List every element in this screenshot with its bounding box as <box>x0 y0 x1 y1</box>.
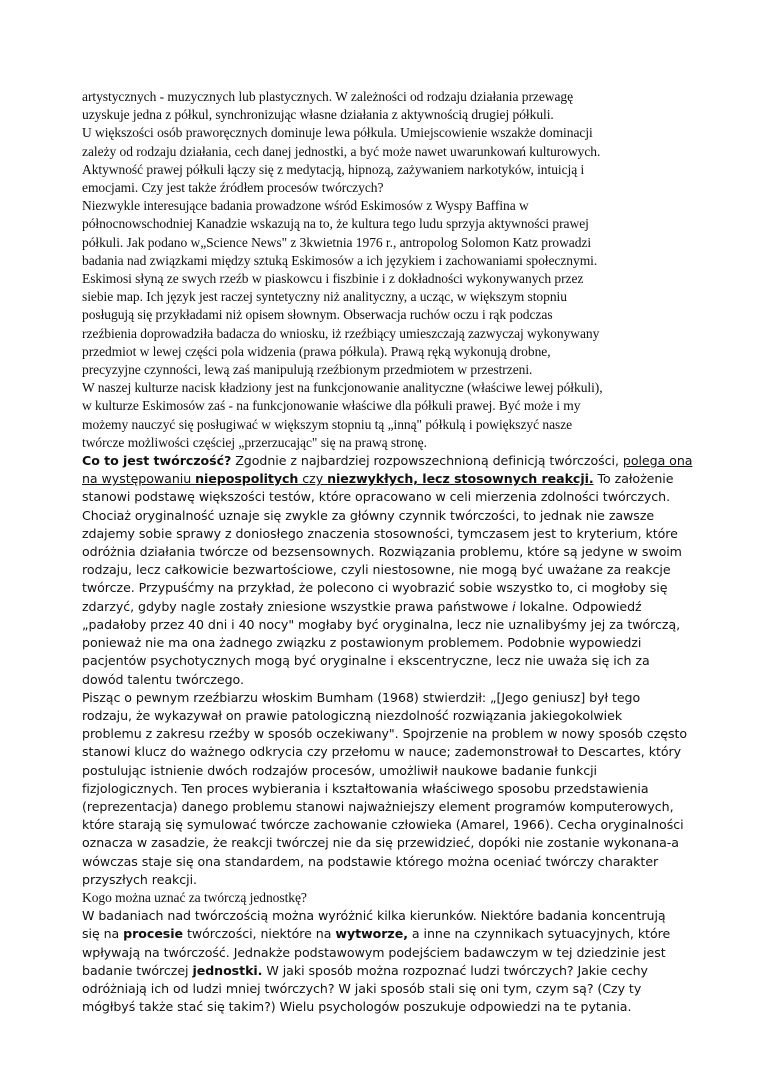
text-line <box>82 671 682 689</box>
text-run: przedmiot w lewej części pola widzenia (prawa półkula). Prawą ręką wykonują drobne, <box>82 343 551 359</box>
text-line <box>82 743 682 761</box>
bold-text: Co to jest twórczość? <box>82 453 232 469</box>
text-line <box>82 197 682 215</box>
text-run: Niezwykle interesujące badania prowadzone wśród Eskimosów z Wyspy Baffina w <box>82 198 529 214</box>
text-line <box>82 579 682 597</box>
text-run: badania nad związkami między sztuką Eskimosów a ich językiem i zachowaniami społecznymi. <box>82 252 598 268</box>
text-run: Eskimosi słyną ze swych rzeźb w piaskowcu i fiszbinie i z dokładności wykonywanych przez <box>82 271 584 287</box>
text-line <box>82 306 682 324</box>
text-line <box>82 707 682 725</box>
text-run: możemy nauczyć się posługiwać w większym stopniu tą „inną" półkulą i powiększyć nasze <box>82 416 573 432</box>
text-line <box>82 925 682 943</box>
text-run: twórczości, niektóre na <box>183 926 336 942</box>
bold-text: procesie <box>123 926 184 942</box>
text-line <box>82 871 682 889</box>
text-run: W jaki sposób można rozpoznać ludzi twórczych? Jakie cechy <box>262 962 648 978</box>
text-run: precyzyjne czynności, lewą zaś manipulują rzeźbionym przedmiotem w przestrzeni. <box>82 362 533 378</box>
text-run: postulując istnienie dwóch rodzajów procesów, umożliwił naukowe badanie funkcji <box>82 762 597 778</box>
text-run: ponieważ nie ma ona żadnego związku z postawionym problemem. Podobnie wypowiedzi <box>82 635 642 651</box>
text-run: stanowi podstawę większości testów, które opracowano w celi mierzenia zdolności twórczych. <box>82 489 671 505</box>
text-run: stanowi klucz do ważnego odkrycia czy przełomu w nauce; zademonstrował to Descartes, który <box>82 744 682 760</box>
text-run: Chociaż oryginalność uznaje się zwykle za główny czynnik twórczości, to jednak nie zawsze <box>82 507 655 523</box>
text-run: Kogo można uznać za twórczą jednostkę? <box>82 889 307 905</box>
text-run: i <box>512 598 516 614</box>
text-line <box>82 543 682 561</box>
text-run: (reprezentacja) danego problemu stanowi najważniejszy element programów komputerowych, <box>82 798 674 814</box>
text-line <box>82 798 682 816</box>
bold-text: niezwykłych, lecz stosownych reakcji. <box>327 471 594 487</box>
text-run: fizjologicznych. Ten proces wybierania i kształtowania właściwego sposobu przedstawienia <box>82 780 649 796</box>
text-run: Aktywność prawej półkuli łączy się z medytacją, hipnozą, zażywaniem narkotyków, intuicją i <box>82 161 585 177</box>
text-run: dowód talentu twórczego. <box>82 671 244 687</box>
text-line <box>82 889 682 907</box>
text-line <box>82 944 682 962</box>
underlined-text: polega ona <box>622 453 693 469</box>
text-line <box>82 434 682 452</box>
text-run: W badaniach nad twórczością można wyróżnić kilka kierunków. Niektóre badania koncentrują <box>82 908 666 924</box>
text-line <box>82 488 682 506</box>
text-run: siebie map. Ich język jest raczej syntetyczny niż analityczny, a ucząc, w większym stopniu <box>82 289 567 305</box>
text-run: Zgodnie z najbardziej rozpowszechnioną definicją twórczości, <box>231 453 623 469</box>
text-run: a inne na czynnikach sytuacyjnych, które <box>407 926 671 942</box>
bold-text: jednostki. <box>192 962 263 978</box>
text-line <box>82 470 682 488</box>
text-line <box>82 343 682 361</box>
text-line <box>82 689 682 707</box>
text-line <box>82 780 682 798</box>
text-run: uzyskuje jedna z półkul, synchronizując własne działania z aktywnością drugiej półkuli. <box>82 107 554 123</box>
text-run: się na <box>82 926 124 942</box>
text-run: rodzaju, lecz całkowicie bezwartościowe, czyli niestosowne, nie mogą być uważane za reakcje <box>82 562 671 578</box>
bold-text: wytworze, <box>335 926 408 942</box>
text-line <box>82 598 682 616</box>
text-line <box>82 106 682 124</box>
text-run: wpływają na twórczość. Jednakże podstawowym podejściem badawczym w tej dziedzinie jest <box>82 944 666 960</box>
text-line <box>82 379 682 397</box>
text-run: U większości osób praworęcznych dominuje lewa półkula. Umiejscowienie wszakże dominacji <box>82 125 593 141</box>
text-line <box>82 179 682 197</box>
text-line <box>82 507 682 525</box>
text-line <box>82 853 682 871</box>
text-line <box>82 361 682 379</box>
text-run: które starają się symulować twórcze zachowanie człowieka (Amarel, 1966). Cecha oryginalności <box>82 817 684 833</box>
text-line <box>82 907 682 925</box>
text-run: problemu z zakresu rzeźby w sposób oczekiwany". Spojrzenie na problem w nowy sposób często <box>82 726 688 742</box>
text-run: odróżnia działania twórcze od bezsensownych. Rozwiązania problemu, które są jedyne w swoim <box>82 544 682 560</box>
text-line <box>82 652 682 670</box>
text-run: zależy od rodzaju działania, cech danej jednostki, a być może nawet uwarunkowań kulturowych. <box>82 143 601 159</box>
text-line <box>82 634 682 652</box>
text-run: rzeźbienia doprowadziła badacza do wniosku, iż rzeźbiący umieszczają zazwyczaj wykonywany <box>82 325 600 341</box>
text-run: twórcze. Przypuśćmy na przykład, że polecono ci wyobrazić sobie wszystko to, ci mogłoby się <box>82 580 668 596</box>
text-run: To założenie <box>593 471 674 487</box>
text-run: badanie twórczej <box>82 962 193 978</box>
text-line <box>82 143 682 161</box>
text-line <box>82 834 682 852</box>
text-line <box>82 998 682 1016</box>
text-line <box>82 525 682 543</box>
text-run: lokalne. Odpowiedź <box>515 598 642 614</box>
text-line <box>82 124 682 142</box>
text-run: rodzaju, że wykazywał on prawie patologiczną niezdolność rozwiązania jakiegokolwiek <box>82 707 623 723</box>
text-line <box>82 816 682 834</box>
text-line <box>82 397 682 415</box>
text-line <box>82 616 682 634</box>
text-run: pacjentów psychotycznych mogą być oryginalne i ekscentryczne, lecz nie uważa się ich za <box>82 653 650 669</box>
text-run: Pisząc o pewnym rzeźbiarzu włoskim Bumham (1968) stwierdził: „[Jego geniusz] był tego <box>82 689 641 705</box>
text-line <box>82 980 682 998</box>
underlined-text: czy <box>298 471 328 487</box>
text-run: wówczas staje się ona standardem, na podstawie którego można oceniać twórczy charakter <box>82 853 659 869</box>
text-run: północnowschodniej Kanadzie wskazują na to, że kultura tego ludu sprzyja aktywności prawej <box>82 216 589 232</box>
bold-text: niepospolitych <box>195 471 299 487</box>
text-run: półkuli. Jak podano w„Science News" z 3kwietnia 1976 r., antropolog Solomon Katz prowadzi <box>82 234 592 250</box>
text-run: oznacza w zasadzie, że reakcji twórczej nie da się przewidzieć, dopóki nie zostanie wykonana-a <box>82 835 679 851</box>
text-line <box>82 561 682 579</box>
text-run: zdajemy sobie sprawy z doniosłego znaczenia stosowności, tymczasem jest to kryterium, które <box>82 525 678 541</box>
text-line <box>82 962 682 980</box>
text-line <box>82 215 682 233</box>
text-line <box>82 725 688 743</box>
text-run: W naszej kulturze nacisk kładziony jest na funkcjonowanie analityczne (właściwe lewej półkuli), <box>82 380 603 396</box>
text-run: twórcze możliwości częściej „przerzucając" się na prawą stronę. <box>82 434 427 450</box>
text-line <box>82 288 682 306</box>
text-run: przyszłych reakcji. <box>82 871 197 887</box>
text-run: posługują się przykładami niż opisem słownym. Obserwacja ruchów oczu i rąk podczas <box>82 307 553 323</box>
text-line <box>82 416 682 434</box>
text-run: odróżniają ich od ludzi mniej twórczych? W jaki sposób stali się oni tym, czym są? (Czy ty <box>82 980 642 996</box>
text-run: artystycznych - muzycznych lub plastycznych. W zależności od rodzaju działania przewagę <box>82 89 574 104</box>
text-run: w kulturze Eskimosów zaś - na funkcjonowanie właściwe dla półkuli prawej. Być może i my <box>82 398 581 414</box>
text-line <box>82 452 693 470</box>
text-run: emocjami. Czy jest także źródłem procesów twórczych? <box>82 180 384 196</box>
text-line <box>82 161 682 179</box>
text-line <box>82 88 682 106</box>
text-line <box>82 325 682 343</box>
text-line <box>82 252 682 270</box>
text-run: zdarzyć, gdyby nagle zostały zniesione wszystkie prawa państwowe <box>82 598 513 614</box>
text-line <box>82 762 682 780</box>
text-run: „padałoby przez 40 dni i 40 nocy" mogłaby być oryginalna, lecz nie uznalibyśmy jej za twórczą, <box>82 616 681 632</box>
text-run: mógłbyś także stać się takim?) Wielu psychologów poszukuje odpowiedzi na te pytania. <box>82 999 632 1015</box>
text-line <box>82 234 682 252</box>
text-line <box>82 270 682 288</box>
document-body <box>82 88 693 1016</box>
underlined-text: na występowaniu <box>82 471 196 487</box>
